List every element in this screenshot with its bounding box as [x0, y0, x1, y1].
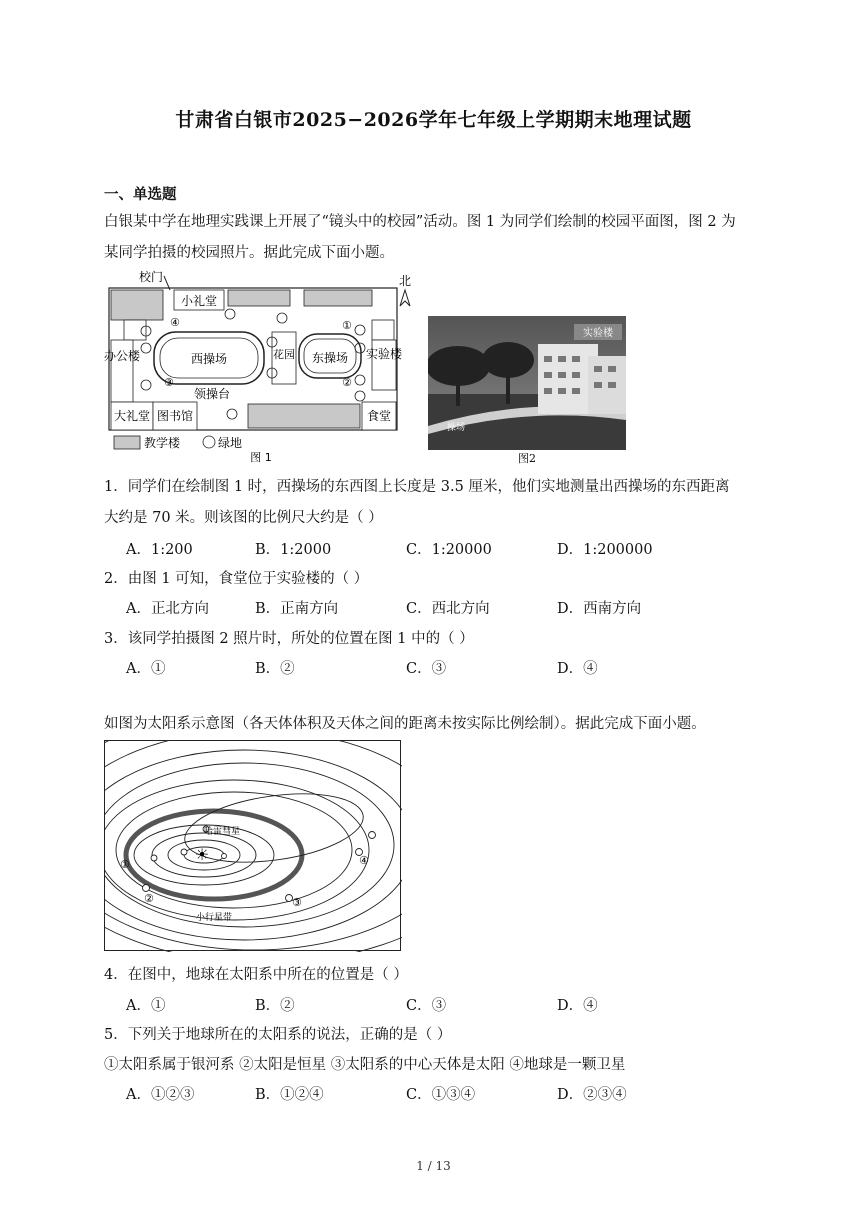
option-c: C．1:20000: [406, 542, 492, 558]
fig1-caption: 图 1: [250, 451, 272, 464]
option-a: A．①: [126, 661, 166, 677]
garden-label: 花园: [273, 348, 295, 361]
office-label: [104, 348, 141, 363]
option-d: D．西南方向: [557, 601, 642, 617]
green-spot: [355, 391, 365, 401]
green-spot: [141, 343, 151, 353]
intro-paragraph-1: [104, 207, 764, 269]
solar-marker-3: ③: [292, 896, 302, 909]
teaching-building: [304, 290, 372, 306]
option-d: D．1:200000: [557, 542, 653, 558]
question-1-line-2: 大约是 70 米。则该图的比例尺大约是（ ）: [104, 510, 383, 526]
option-c: C．③: [406, 661, 447, 677]
campus-map-figure: [104, 268, 414, 466]
planet: [222, 854, 227, 859]
option-d: D．②③④: [557, 1087, 627, 1103]
green-spot: [355, 375, 365, 385]
marker-3: ③: [164, 376, 174, 389]
option-a: A．1:200: [126, 542, 193, 558]
intro-paragraph-2: 如图为太阳系示意图（各天体体积及天体之间的距离未按实际比例绘制）。据此完成下面小题。: [104, 716, 706, 732]
small-building: [372, 320, 394, 340]
office-label-text: 办公楼: [104, 349, 141, 363]
green-spot: [355, 325, 365, 335]
teaching-building: [228, 290, 290, 306]
campus-photo-figure: [428, 316, 626, 466]
page-number: 1 / 13: [416, 1159, 451, 1173]
comet-label: 哈雷彗星: [204, 827, 241, 837]
marker-2: ②: [342, 376, 352, 389]
small-auditorium-label: 小礼堂: [180, 294, 218, 308]
option-a: A．①: [126, 998, 166, 1014]
question-2: 2．由图 1 可知，食堂位于实验楼的（ ）: [104, 571, 369, 587]
green-spot: [141, 380, 151, 390]
marker-1: ①: [342, 319, 352, 332]
big-hall-label: 大礼堂: [113, 409, 151, 423]
question-5: 5．下列关于地球所在的太阳系的说法，正确的是（ ）: [104, 1027, 452, 1043]
option-a: A．①②③: [126, 1087, 195, 1103]
question-5-statements: ①太阳系属于银河系 ②太阳是恒星 ③太阳系的中心天体是太阳 ④地球是一颗卫星: [104, 1057, 626, 1073]
question-1-line-1: 1．同学们在绘制图 1 时，西操场的东西图上长度是 3.5 厘米，他们实地测量出西操场的东西距离: [104, 479, 730, 495]
option-b: B．①②④: [255, 1087, 324, 1103]
legend-green-icon: [203, 436, 215, 448]
option-b: B．1:2000: [255, 542, 332, 558]
planet: [151, 855, 157, 861]
canteen-label: 食堂: [366, 409, 392, 423]
teaching-building: [111, 290, 163, 320]
teaching-building: [248, 404, 360, 428]
planet: [181, 849, 187, 855]
intro-line-1: 白银某中学在地理实践课上开展了“镜头中的校园”活动。图 1 为同学们绘制的校园平面图，图 2 为: [104, 214, 736, 230]
east-field-label: 东操场: [311, 351, 349, 365]
intro-line-2: 某同学拍摄的校园照片。据此完成下面小题。: [104, 245, 394, 261]
marker-4: ④: [170, 316, 180, 329]
north-arrow-icon: [400, 290, 410, 306]
library-label: 图书馆: [156, 409, 194, 423]
option-d: D．④: [557, 661, 598, 677]
photo-field-sign: 操场: [446, 423, 466, 433]
lab-label: 实验楼: [365, 347, 403, 361]
option-b: B．②: [255, 998, 295, 1014]
option-c: C．③: [406, 998, 447, 1014]
sun-icon: ☀: [194, 845, 210, 864]
green-spot: [227, 409, 237, 419]
option-d: D．④: [557, 998, 598, 1014]
solar-marker-2: ②: [144, 892, 154, 905]
legend-building-label: 教学楼: [144, 436, 181, 450]
solar-marker-4: ④: [359, 854, 369, 867]
section-heading: 一、单选题: [104, 186, 177, 203]
solar-system-figure: [104, 740, 402, 952]
planet: [143, 885, 150, 892]
question-3: 3．该同学拍摄图 2 照片时，所处的位置在图 1 中的（ ）: [104, 631, 474, 647]
small-building: [124, 320, 146, 340]
north-label: 北: [398, 274, 412, 288]
planet: [369, 832, 376, 839]
option-c: C．西北方向: [406, 601, 490, 617]
green-spot: [277, 313, 287, 323]
west-field-label: 西操场: [190, 352, 228, 366]
green-spot: [225, 309, 235, 319]
option-a: A．正北方向: [126, 601, 209, 617]
option-c: C．①③④: [406, 1087, 476, 1103]
option-b: B．②: [255, 661, 295, 677]
solar-marker-1: ①: [120, 858, 130, 871]
legend-green-label: 绿地: [218, 436, 243, 450]
asteroid-belt-label: 小行星带: [196, 913, 233, 923]
question-1: [104, 472, 764, 534]
photo-lab-sign-text: 实验楼: [583, 328, 613, 339]
photo-building-side: [588, 356, 626, 414]
page-title: 甘肃省白银市2025−2026学年七年级上学期期末地理试题: [175, 109, 692, 131]
gate-label: 校门: [139, 270, 164, 284]
legend-building-swatch: [114, 436, 140, 449]
fig2-caption: 图2: [518, 452, 536, 465]
podium-label: 领操台: [193, 387, 231, 401]
option-b: B．正南方向: [255, 601, 339, 617]
question-4: 4．在图中，地球在太阳系中所在的位置是（ ）: [104, 967, 408, 983]
